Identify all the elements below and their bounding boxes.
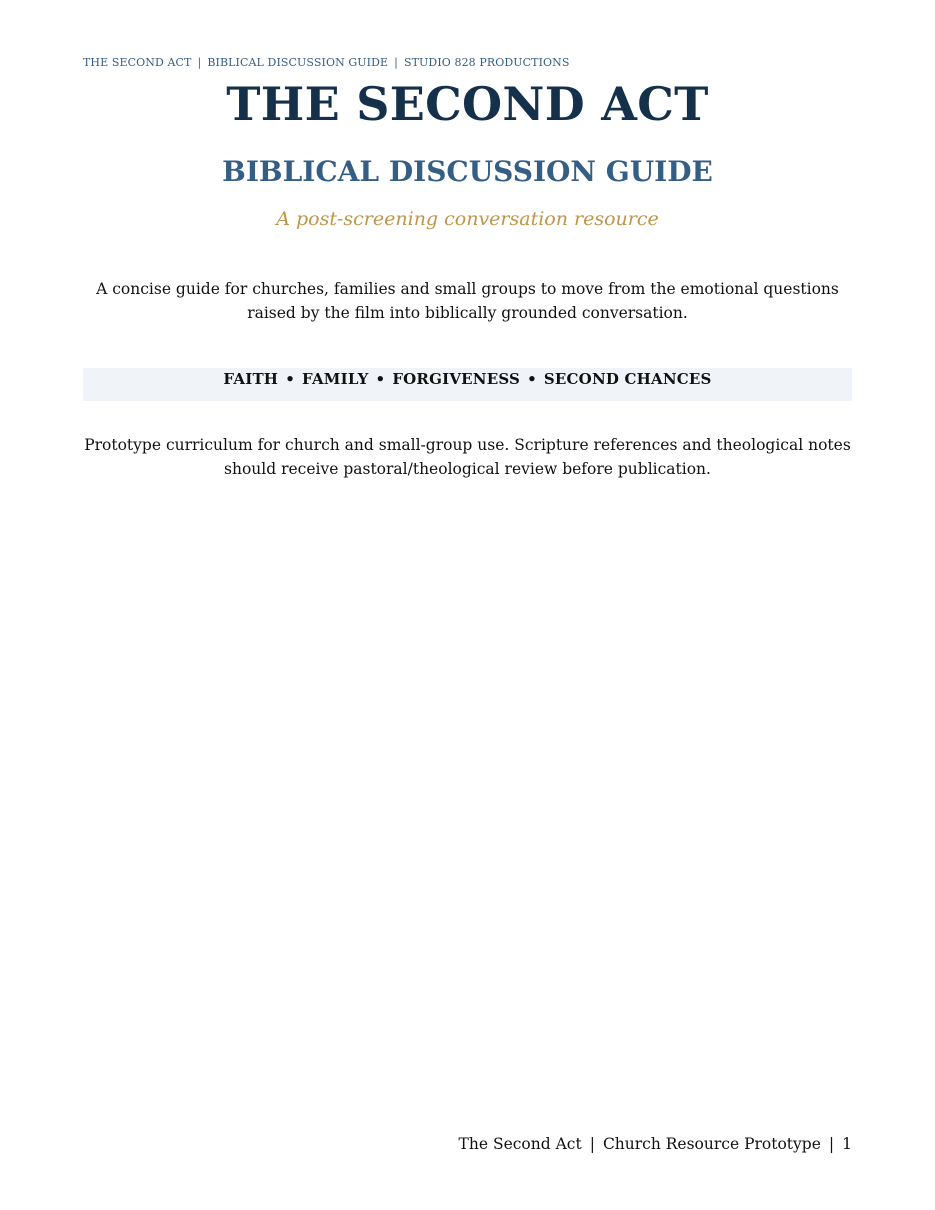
- themes-band: [83, 368, 852, 401]
- theme-forgiveness: FORGIVENESS: [392, 370, 521, 388]
- footer-separator: |: [828, 1135, 835, 1153]
- review-note-paragraph: Prototype curriculum for church and small-group use. Scripture references and theological notes should receive pastoral/theological review before publication.: [84, 436, 851, 478]
- theme-second-chances: SECOND CHANCES: [543, 370, 712, 388]
- footer-separator: |: [589, 1135, 595, 1153]
- document-subtitle: BIBLICAL DISCUSSION GUIDE: [222, 155, 713, 188]
- running-header: [83, 56, 570, 69]
- running-header-studio: STUDIO 828 PRODUCTIONS: [403, 56, 570, 69]
- document-page: [83, 0, 852, 1210]
- footer-film-title: The Second Act: [458, 1135, 582, 1153]
- intro-paragraph: A concise guide for churches, families and small groups to move from the emotional questions raised by the film into biblically grounded conversation.: [96, 280, 839, 322]
- theme-separator: •: [375, 370, 386, 388]
- theme-separator: •: [285, 370, 295, 388]
- page-footer: [459, 1133, 852, 1155]
- document-title: THE SECOND ACT: [226, 77, 709, 131]
- footer-label: Church Resource Prototype: [602, 1135, 821, 1153]
- footer-page-number: 1: [842, 1135, 852, 1153]
- running-header-separator: |: [197, 56, 202, 69]
- theme-separator: •: [527, 370, 537, 388]
- running-header-separator: |: [394, 56, 398, 69]
- running-header-film-title: THE SECOND ACT: [83, 56, 192, 69]
- document-tagline: A post-screening conversation resource: [276, 208, 659, 230]
- theme-family: FAMILY: [301, 370, 369, 388]
- theme-faith: FAITH: [223, 370, 279, 388]
- running-header-guide-title: BIBLICAL DISCUSSION GUIDE: [207, 56, 389, 69]
